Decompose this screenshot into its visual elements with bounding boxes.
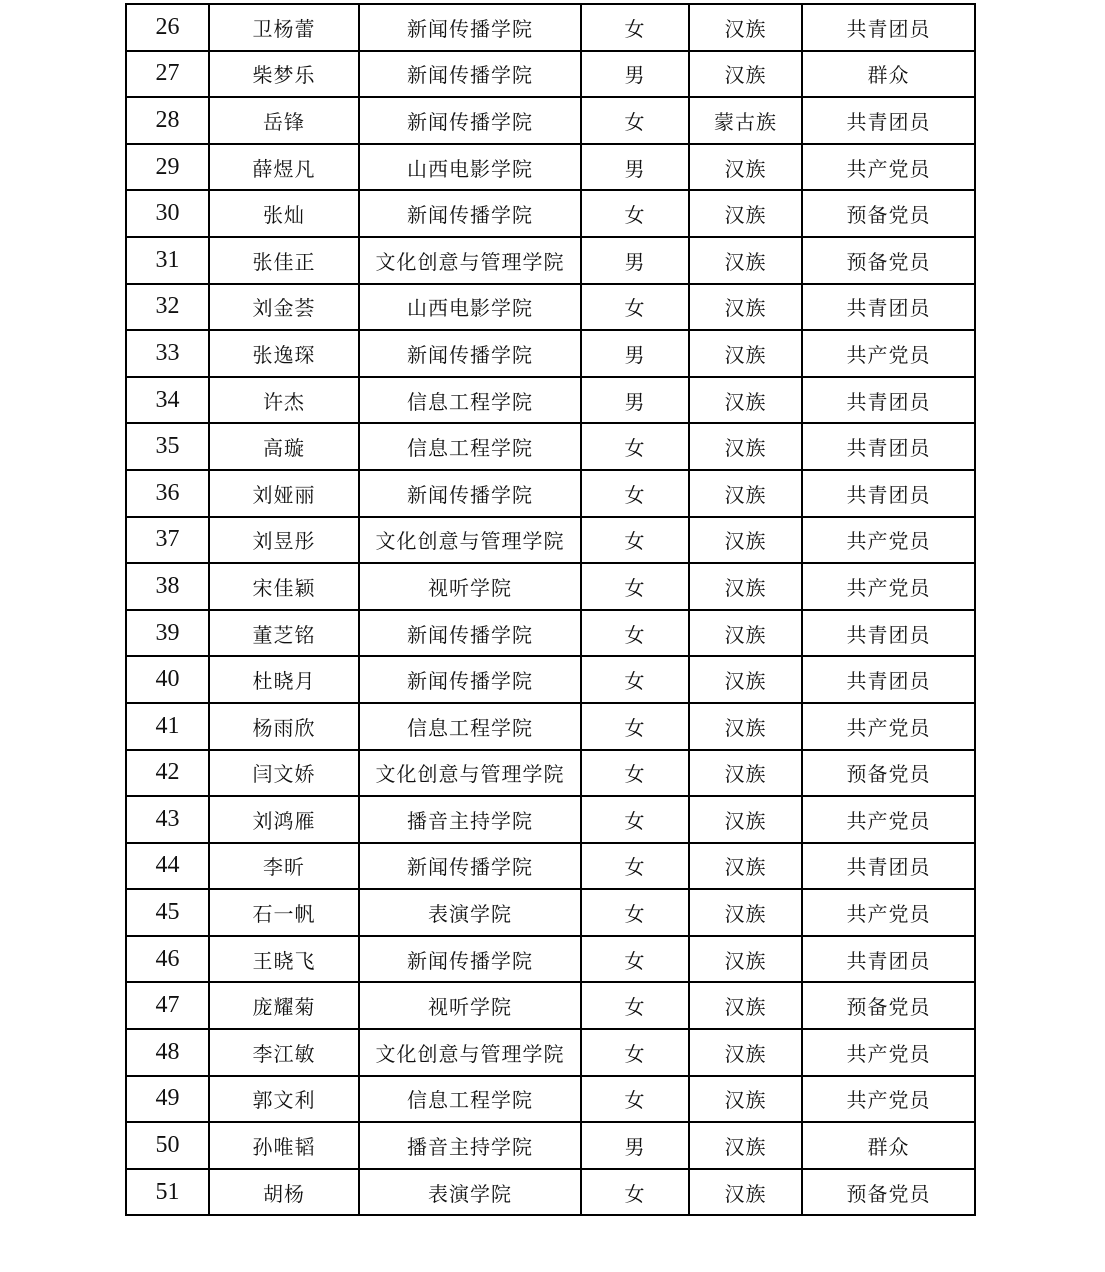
ethnicity-cell: 汉族 xyxy=(689,843,802,890)
student-name-cell: 石一帆 xyxy=(209,889,359,936)
political-status-cell: 共产党员 xyxy=(802,796,975,843)
student-name-cell: 王晓飞 xyxy=(209,936,359,983)
gender-cell: 女 xyxy=(581,4,689,51)
row-index-cell: 35 xyxy=(126,423,209,470)
student-name-cell: 张佳正 xyxy=(209,237,359,284)
table-row xyxy=(126,517,975,564)
student-list-table-container xyxy=(125,3,974,1216)
political-status-cell: 共产党员 xyxy=(802,144,975,191)
student-name-cell: 刘昱彤 xyxy=(209,517,359,564)
table-row xyxy=(126,284,975,331)
student-name-cell: 李江敏 xyxy=(209,1029,359,1076)
row-index-cell: 28 xyxy=(126,97,209,144)
political-status-cell: 群众 xyxy=(802,1122,975,1169)
student-name-cell: 杜晓月 xyxy=(209,656,359,703)
ethnicity-cell: 汉族 xyxy=(689,330,802,377)
student-name-cell: 高璇 xyxy=(209,423,359,470)
college-cell: 信息工程学院 xyxy=(359,1076,581,1123)
table-row xyxy=(126,423,975,470)
college-cell: 信息工程学院 xyxy=(359,703,581,750)
political-status-cell: 共青团员 xyxy=(802,610,975,657)
student-name-cell: 薛煜凡 xyxy=(209,144,359,191)
row-index-cell: 44 xyxy=(126,843,209,890)
college-cell: 文化创意与管理学院 xyxy=(359,237,581,284)
political-status-cell: 预备党员 xyxy=(802,1169,975,1216)
row-index-cell: 48 xyxy=(126,1029,209,1076)
student-name-cell: 孙唯韬 xyxy=(209,1122,359,1169)
row-index-cell: 32 xyxy=(126,284,209,331)
student-name-cell: 张逸琛 xyxy=(209,330,359,377)
ethnicity-cell: 汉族 xyxy=(689,1076,802,1123)
row-index-cell: 50 xyxy=(126,1122,209,1169)
college-cell: 新闻传播学院 xyxy=(359,4,581,51)
political-status-cell: 共产党员 xyxy=(802,563,975,610)
student-name-cell: 张灿 xyxy=(209,190,359,237)
political-status-cell: 共产党员 xyxy=(802,517,975,564)
row-index-cell: 34 xyxy=(126,377,209,424)
ethnicity-cell: 汉族 xyxy=(689,51,802,98)
student-name-cell: 董芝铭 xyxy=(209,610,359,657)
row-index-cell: 29 xyxy=(126,144,209,191)
political-status-cell: 共产党员 xyxy=(802,1076,975,1123)
political-status-cell: 共产党员 xyxy=(802,1029,975,1076)
gender-cell: 女 xyxy=(581,97,689,144)
ethnicity-cell: 汉族 xyxy=(689,423,802,470)
college-cell: 新闻传播学院 xyxy=(359,936,581,983)
political-status-cell: 共青团员 xyxy=(802,4,975,51)
table-row xyxy=(126,563,975,610)
political-status-cell: 预备党员 xyxy=(802,982,975,1029)
ethnicity-cell: 汉族 xyxy=(689,796,802,843)
political-status-cell: 共青团员 xyxy=(802,377,975,424)
ethnicity-cell: 汉族 xyxy=(689,610,802,657)
ethnicity-cell: 汉族 xyxy=(689,190,802,237)
table-row xyxy=(126,330,975,377)
ethnicity-cell: 汉族 xyxy=(689,1029,802,1076)
table-row xyxy=(126,190,975,237)
gender-cell: 男 xyxy=(581,377,689,424)
college-cell: 信息工程学院 xyxy=(359,423,581,470)
political-status-cell: 共产党员 xyxy=(802,703,975,750)
row-index-cell: 47 xyxy=(126,982,209,1029)
ethnicity-cell: 汉族 xyxy=(689,750,802,797)
political-status-cell: 群众 xyxy=(802,51,975,98)
row-index-cell: 31 xyxy=(126,237,209,284)
table-row xyxy=(126,610,975,657)
student-name-cell: 刘金荟 xyxy=(209,284,359,331)
political-status-cell: 共产党员 xyxy=(802,889,975,936)
college-cell: 山西电影学院 xyxy=(359,284,581,331)
table-row xyxy=(126,1122,975,1169)
gender-cell: 女 xyxy=(581,190,689,237)
ethnicity-cell: 汉族 xyxy=(689,377,802,424)
gender-cell: 女 xyxy=(581,517,689,564)
political-status-cell: 共产党员 xyxy=(802,330,975,377)
college-cell: 播音主持学院 xyxy=(359,796,581,843)
college-cell: 新闻传播学院 xyxy=(359,470,581,517)
political-status-cell: 共青团员 xyxy=(802,936,975,983)
gender-cell: 男 xyxy=(581,51,689,98)
row-index-cell: 51 xyxy=(126,1169,209,1216)
college-cell: 新闻传播学院 xyxy=(359,330,581,377)
gender-cell: 女 xyxy=(581,703,689,750)
row-index-cell: 43 xyxy=(126,796,209,843)
table-row xyxy=(126,982,975,1029)
college-cell: 新闻传播学院 xyxy=(359,51,581,98)
college-cell: 播音主持学院 xyxy=(359,1122,581,1169)
row-index-cell: 38 xyxy=(126,563,209,610)
college-cell: 视听学院 xyxy=(359,982,581,1029)
row-index-cell: 49 xyxy=(126,1076,209,1123)
table-row xyxy=(126,237,975,284)
student-name-cell: 岳锋 xyxy=(209,97,359,144)
gender-cell: 男 xyxy=(581,144,689,191)
political-status-cell: 预备党员 xyxy=(802,237,975,284)
political-status-cell: 共青团员 xyxy=(802,97,975,144)
political-status-cell: 共青团员 xyxy=(802,656,975,703)
gender-cell: 女 xyxy=(581,750,689,797)
college-cell: 文化创意与管理学院 xyxy=(359,1029,581,1076)
gender-cell: 女 xyxy=(581,470,689,517)
gender-cell: 女 xyxy=(581,563,689,610)
row-index-cell: 42 xyxy=(126,750,209,797)
ethnicity-cell: 汉族 xyxy=(689,1169,802,1216)
ethnicity-cell: 汉族 xyxy=(689,563,802,610)
gender-cell: 女 xyxy=(581,1029,689,1076)
student-name-cell: 庞耀菊 xyxy=(209,982,359,1029)
college-cell: 山西电影学院 xyxy=(359,144,581,191)
student-name-cell: 李昕 xyxy=(209,843,359,890)
row-index-cell: 27 xyxy=(126,51,209,98)
ethnicity-cell: 汉族 xyxy=(689,703,802,750)
gender-cell: 女 xyxy=(581,1169,689,1216)
table-row xyxy=(126,4,975,51)
college-cell: 新闻传播学院 xyxy=(359,656,581,703)
college-cell: 视听学院 xyxy=(359,563,581,610)
ethnicity-cell: 汉族 xyxy=(689,284,802,331)
ethnicity-cell: 汉族 xyxy=(689,4,802,51)
student-list-table xyxy=(125,3,976,1216)
student-name-cell: 卫杨蕾 xyxy=(209,4,359,51)
gender-cell: 女 xyxy=(581,284,689,331)
student-name-cell: 杨雨欣 xyxy=(209,703,359,750)
row-index-cell: 36 xyxy=(126,470,209,517)
gender-cell: 女 xyxy=(581,843,689,890)
college-cell: 文化创意与管理学院 xyxy=(359,750,581,797)
row-index-cell: 30 xyxy=(126,190,209,237)
student-name-cell: 闫文娇 xyxy=(209,750,359,797)
student-name-cell: 柴梦乐 xyxy=(209,51,359,98)
college-cell: 表演学院 xyxy=(359,1169,581,1216)
student-name-cell: 刘娅丽 xyxy=(209,470,359,517)
ethnicity-cell: 汉族 xyxy=(689,936,802,983)
gender-cell: 男 xyxy=(581,330,689,377)
table-row xyxy=(126,377,975,424)
table-row xyxy=(126,703,975,750)
gender-cell: 女 xyxy=(581,796,689,843)
political-status-cell: 共青团员 xyxy=(802,284,975,331)
college-cell: 表演学院 xyxy=(359,889,581,936)
ethnicity-cell: 汉族 xyxy=(689,144,802,191)
row-index-cell: 37 xyxy=(126,517,209,564)
table-row xyxy=(126,843,975,890)
political-status-cell: 预备党员 xyxy=(802,750,975,797)
row-index-cell: 46 xyxy=(126,936,209,983)
political-status-cell: 共青团员 xyxy=(802,423,975,470)
college-cell: 新闻传播学院 xyxy=(359,610,581,657)
row-index-cell: 40 xyxy=(126,656,209,703)
table-row xyxy=(126,144,975,191)
political-status-cell: 预备党员 xyxy=(802,190,975,237)
gender-cell: 女 xyxy=(581,1076,689,1123)
gender-cell: 女 xyxy=(581,656,689,703)
table-row xyxy=(126,936,975,983)
student-name-cell: 刘鸿雁 xyxy=(209,796,359,843)
ethnicity-cell: 汉族 xyxy=(689,656,802,703)
table-row xyxy=(126,889,975,936)
college-cell: 文化创意与管理学院 xyxy=(359,517,581,564)
college-cell: 信息工程学院 xyxy=(359,377,581,424)
ethnicity-cell: 汉族 xyxy=(689,237,802,284)
gender-cell: 女 xyxy=(581,889,689,936)
student-name-cell: 郭文利 xyxy=(209,1076,359,1123)
gender-cell: 女 xyxy=(581,936,689,983)
college-cell: 新闻传播学院 xyxy=(359,843,581,890)
table-row xyxy=(126,796,975,843)
table-row xyxy=(126,656,975,703)
college-cell: 新闻传播学院 xyxy=(359,190,581,237)
ethnicity-cell: 汉族 xyxy=(689,889,802,936)
student-name-cell: 许杰 xyxy=(209,377,359,424)
table-row xyxy=(126,97,975,144)
ethnicity-cell: 汉族 xyxy=(689,1122,802,1169)
table-row xyxy=(126,470,975,517)
ethnicity-cell: 汉族 xyxy=(689,517,802,564)
gender-cell: 男 xyxy=(581,1122,689,1169)
student-name-cell: 胡杨 xyxy=(209,1169,359,1216)
gender-cell: 女 xyxy=(581,610,689,657)
political-status-cell: 共青团员 xyxy=(802,843,975,890)
table-row xyxy=(126,51,975,98)
row-index-cell: 33 xyxy=(126,330,209,377)
row-index-cell: 45 xyxy=(126,889,209,936)
table-row xyxy=(126,750,975,797)
ethnicity-cell: 汉族 xyxy=(689,982,802,1029)
table-body xyxy=(126,4,975,1215)
political-status-cell: 共青团员 xyxy=(802,470,975,517)
table-row xyxy=(126,1029,975,1076)
student-name-cell: 宋佳颖 xyxy=(209,563,359,610)
row-index-cell: 39 xyxy=(126,610,209,657)
gender-cell: 女 xyxy=(581,982,689,1029)
gender-cell: 男 xyxy=(581,237,689,284)
table-row xyxy=(126,1076,975,1123)
gender-cell: 女 xyxy=(581,423,689,470)
row-index-cell: 41 xyxy=(126,703,209,750)
ethnicity-cell: 蒙古族 xyxy=(689,97,802,144)
ethnicity-cell: 汉族 xyxy=(689,470,802,517)
row-index-cell: 26 xyxy=(126,4,209,51)
table-row xyxy=(126,1169,975,1216)
college-cell: 新闻传播学院 xyxy=(359,97,581,144)
